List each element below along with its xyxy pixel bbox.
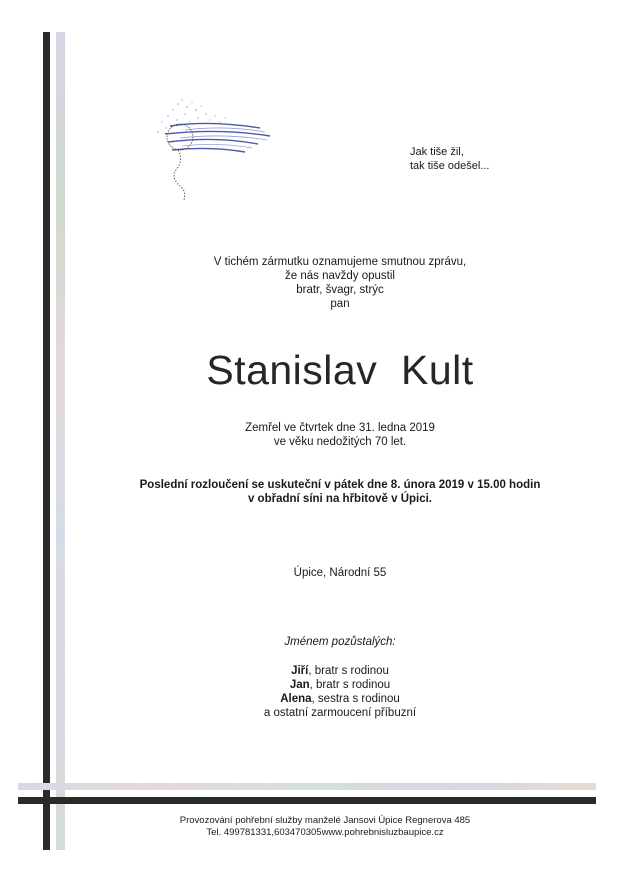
border-vertical-dark <box>43 32 50 850</box>
border-horizontal-light <box>18 783 596 790</box>
mourner-item <box>90 664 590 678</box>
mourners-list <box>90 664 590 720</box>
deceased-name: Stanislav Kult <box>206 347 474 393</box>
funeral-date: Poslední rozloučení se uskuteční v pátek dne 8. února 2019 v 15.00 hodin <box>139 479 541 491</box>
mourner-name: Jiří <box>291 665 309 677</box>
mourner-item <box>90 706 590 720</box>
mourner-name: Jan <box>289 679 310 691</box>
death-date: Zemřel ve čtvrtek dne 31. ledna 2019 <box>245 422 435 434</box>
intro-line: bratr, švagr, strýc <box>296 284 384 296</box>
motto-line: Jak tiše žil, <box>410 146 464 158</box>
announcement-intro <box>90 255 590 311</box>
mourner-relation: , sestra s rodinou <box>311 693 400 705</box>
intro-line: V tichém zármutku oznamujeme smutnou zprávu, <box>213 256 467 268</box>
mourner-relation: a ostatní zarmoucení příbuzní <box>263 707 417 719</box>
moon-over-water-icon <box>140 92 275 204</box>
intro-line: že nás navždy opustil <box>285 270 395 282</box>
address: Úpice, Národní 55 <box>293 567 387 579</box>
funeral-place: v obřadní síni na hřbitově v Úpici. <box>247 493 433 505</box>
border-vertical-light <box>56 32 65 850</box>
death-info <box>90 421 590 449</box>
mourner-item <box>90 678 590 692</box>
intro-line: pan <box>330 298 350 310</box>
funeral-info <box>90 478 590 506</box>
border-horizontal-dark <box>18 797 596 804</box>
footer-company: Provozování pohřební služby manželé Jansovi Úpice Regnerova 485 <box>179 815 471 826</box>
motto <box>410 145 490 173</box>
on-behalf-heading: Jménem pozůstalých: <box>284 636 396 648</box>
mourner-relation: , bratr s rodinou <box>309 679 391 691</box>
funeral-service-footer <box>150 815 500 839</box>
mourner-item <box>90 692 590 706</box>
death-age: ve věku nedožitých 70 let. <box>273 436 407 448</box>
footer-contact: Tel. 499781331,603470305www.pohrebnisluzbaupice.cz <box>206 827 444 838</box>
mourner-relation: , bratr s rodinou <box>308 665 389 677</box>
motto-line: tak tiše odešel... <box>410 160 490 172</box>
mourner-name: Alena <box>280 693 312 705</box>
